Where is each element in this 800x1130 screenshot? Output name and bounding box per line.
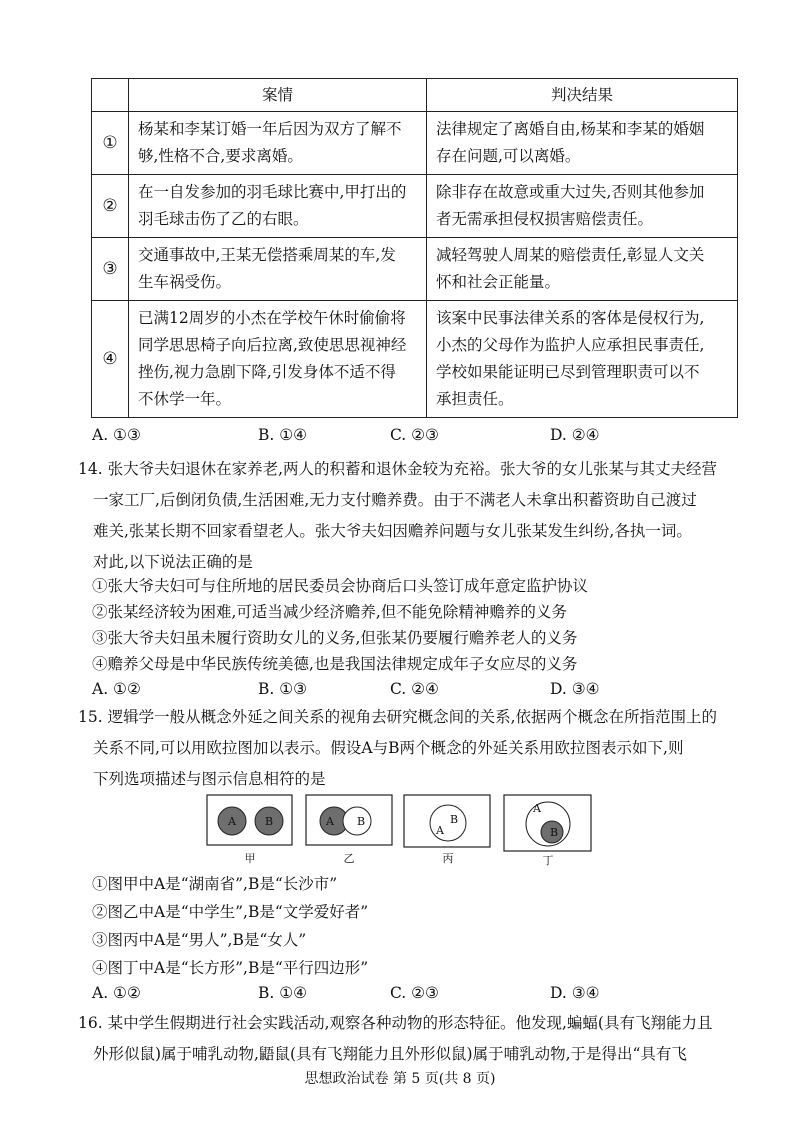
label-b: B [264,815,274,828]
case-line: 不休学一年。 [138,390,232,408]
stem-line: 下列选项描述与图示信息相符的是 [93,770,326,788]
statement: ③图丙中A是“男人”,B是“女人” [92,931,307,949]
statement: ④赡养父母是中华民族传统美德,也是我国法律规定成年子女应尽的义务 [92,655,578,673]
case-line: 杨某和李某订婚一年后因为双方了解不 [138,120,402,138]
option-d[interactable]: D. ②④ [550,426,600,444]
label-a: A [326,815,334,828]
result-line: 承担责任。 [436,390,514,408]
row-number: ③ [92,238,129,301]
question-14-stem [78,454,738,578]
table-row [92,175,738,238]
diagram-ding [504,795,591,866]
diagram-yi [306,795,392,865]
case-cell [129,301,427,418]
row-number: ② [92,175,129,238]
euler-diagrams [206,794,592,866]
stem-line: 一家工厂,后倒闭负债,生活困难,无力支付赡养费。由于不满老人未拿出积蓄资助自己渡过 [93,491,697,509]
case-cell [129,175,427,238]
label-b: B [356,815,366,828]
case-table [91,78,738,418]
stem-line: 外形似鼠)属于哺乳动物,鼯鼠(具有飞翔能力且外形似鼠)属于哺乳动物,于是得出“具有飞 [93,1045,687,1063]
statement: ②图乙中A是“中学生”,B是“文学爱好者” [92,903,369,921]
label-a: A [228,815,236,828]
page-footer: 思想政治试卷 第 5 页(共 8 页) [304,1071,496,1087]
result-line: 该案中民事法律关系的客体是侵权行为, [436,309,705,327]
case-line: 已满12周岁的小杰在学校午休时偷偷将 [138,309,406,327]
diagram-jia [207,795,292,865]
stem-line: 关系不同,可以用欧拉图加以表示。假设A与B两个概念的外延关系用欧拉图表示如下,则 [93,739,684,757]
header-num [92,79,129,112]
case-line: 同学思思椅子向后拉离,致使思思视神经 [138,336,407,354]
result-cell [427,112,738,175]
table-header-row [92,79,738,112]
question-15-stem [78,702,738,795]
option-b[interactable]: B. ①④ [258,426,308,444]
caption-ding: 丁 [542,854,554,866]
statement: ②张某经济较为困难,可适当减少经济赡养,但不能免除精神赡养的义务 [92,603,567,621]
result-cell [427,238,738,301]
result-line: 学校如果能证明已尽到管理职责可以不 [436,363,700,381]
result-line: 小杰的父母作为监护人应承担民事责任, [436,336,705,354]
table-row [92,112,738,175]
case-line: 羽毛球击伤了乙的右眼。 [138,210,309,228]
header-result: 判决结果 [427,79,738,112]
case-line: 生车祸受伤。 [138,273,232,291]
result-cell [427,301,738,418]
label-a: A [533,802,541,815]
option-d[interactable]: D. ③④ [550,680,600,698]
caption-yi: 乙 [343,852,355,865]
option-c[interactable]: C. ②③ [390,984,439,1002]
result-cell [427,175,738,238]
caption-jia: 甲 [244,852,256,865]
row-number: ① [92,112,129,175]
option-a[interactable]: A. ①② [92,680,141,698]
option-a[interactable]: A. ①② [92,984,141,1002]
option-c[interactable]: C. ②④ [390,680,439,698]
option-b[interactable]: B. ①③ [258,680,308,698]
row-number: ④ [92,301,129,418]
option-a[interactable]: A. ①③ [92,426,141,444]
statement: ④图丁中A是“长方形”,B是“平行四边形” [92,959,369,977]
label-b: B [449,813,459,826]
case-line: 够,性格不合,要求离婚。 [138,147,303,165]
case-cell [129,238,427,301]
question-16-stem [78,1008,738,1070]
statement: ①图甲中A是“湖南省”,B是“长沙市” [92,875,338,893]
stem-line: 15. 逻辑学一般从概念外延之间关系的视角去研究概念间的关系,依据两个概念在所指范围上的 [78,708,718,726]
stem-line: 16. 某中学生假期进行社会实践活动,观察各种动物的形态特征。他发现,蝙蝠(具有飞翔能力且 [78,1014,713,1032]
stem-line: 对此,以下说法正确的是 [93,553,253,571]
result-line: 法律规定了离婚自由,杨某和李某的婚姻 [436,120,705,138]
result-line: 减轻驾驶人周某的赔偿责任,彰显人文关 [436,246,705,264]
option-d[interactable]: D. ③④ [550,984,600,1002]
stem-line: 14. 张大爷夫妇退休在家养老,两人的积蓄和退休金较为充裕。张大爷的女儿张某与其丈夫经营 [78,460,718,478]
diagram-bing [404,795,490,865]
statement: ③张大爷夫妇虽未履行资助女儿的义务,但张某仍要履行赡养老人的义务 [92,629,578,647]
table-row [92,238,738,301]
result-line: 怀和社会正能量。 [436,273,561,291]
header-case: 案情 [129,79,427,112]
result-line: 除非存在故意或重大过失,否则其他参加 [436,183,705,201]
statement: ①张大爷夫妇可与住所地的居民委员会协商后口头签订成年意定监护协议 [92,577,589,595]
caption-bing: 丙 [442,852,454,865]
label-b: B [549,826,559,839]
result-line: 存在问题,可以离婚。 [436,147,581,165]
option-b[interactable]: B. ①④ [258,984,308,1002]
case-cell [129,112,427,175]
label-a: A [436,824,444,837]
result-line: 者无需承担侵权损害赔偿责任。 [436,210,654,228]
table-row [92,301,738,418]
stem-line: 难关,张某长期不回家看望老人。张大爷夫妇因赡养问题与女儿张某发生纠纷,各执一词。 [93,522,692,540]
case-line: 交通事故中,王某无偿搭乘周某的车,发 [138,246,396,264]
option-c[interactable]: C. ②③ [390,426,439,444]
case-line: 挫伤,视力急剧下降,引发身体不适不得 [138,363,396,381]
case-line: 在一自发参加的羽毛球比赛中,甲打出的 [138,183,407,201]
